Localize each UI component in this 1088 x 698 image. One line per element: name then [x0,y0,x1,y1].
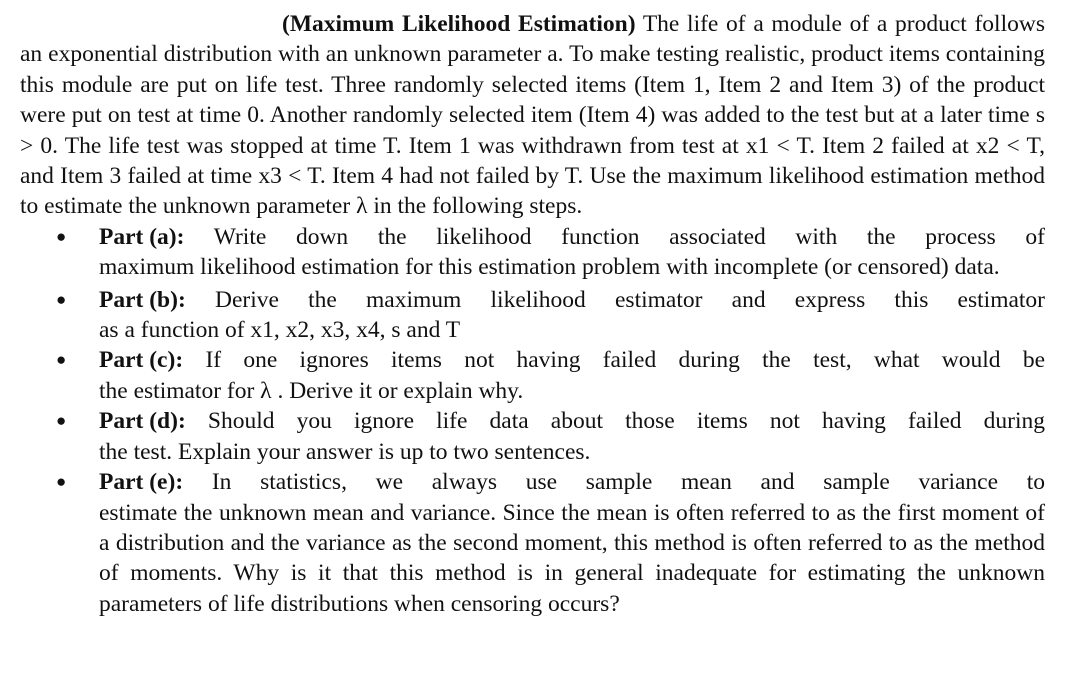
list-item-part-b [20,285,1045,346]
part-c-first-text: If one ignores items not having failed during the test, what would be [205,347,1046,374]
part-a-label: Part (a): [99,223,185,250]
part-b-first-text: Derive the maximum likelihood estimator and express this estimator [215,286,1046,313]
list-item-part-e [20,467,1045,619]
part-d-first-text: Should you ignore life data about those items not having failed during [207,408,1045,435]
part-e-text: estimate the unknown mean and variance. Since the mean is often referred to as the first moment of a distribution and the variance as the second moment, this method is often referred to as the method of moments. Why is it that this method is in general inadequate for estimating the unknown parameters of life distributions when censoring occurs? [99,499,1045,617]
part-c-first-line [99,345,1045,375]
part-d-label: Part (d): [99,408,186,435]
list-item-part-c [20,345,1045,406]
bullet-icon: ● [56,411,67,431]
part-c-text: the estimator for λ . Derive it or explain why. [99,377,524,404]
part-a-first-line [99,222,1045,252]
part-b-first-line [99,285,1045,315]
part-b-text: as a function of x1, x2, x3, x4, s and T [99,317,461,344]
part-d-first-line [99,406,1045,436]
part-a-first-text: Write down the likelihood function associated with the process of [213,223,1045,250]
part-c-label: Part (c): [99,347,184,374]
bullet-icon: ● [56,226,67,246]
part-d-text: the test. Explain your answer is up to two sentences. [99,438,591,465]
part-e-label: Part (e): [99,469,184,496]
parts-list [20,222,1045,619]
part-b-label: Part (b): [99,286,186,313]
problem-statement: The life of a module of a product follows an exponential distribution with an unknown parameter a. To make testing realistic, product items containing this module are put on life test. Three randomly selected items (Item 1, Item 2 and Item 3) of the product were put on test at time 0. Another randomly selected item (Item 4) was added to the test but at a later time s > 0. The life test was stopped at time T. Item 1 was withdrawn from test at x1 < T. Item 2 failed at x2 < T, and Item 3 failed at time x3 < T. Item 4 had not failed by T. Use the maximum likelihood estimation method to estimate the unknown parameter λ in the following steps. [20,11,1045,220]
problem-intro [20,9,1045,222]
bullet-icon: ● [56,350,67,370]
bullet-icon: ● [56,289,67,309]
problem-title: (Maximum Likelihood Estimation) [282,11,636,37]
part-e-first-line [99,467,1045,497]
bullet-icon: ● [56,472,67,492]
list-item-part-d [20,406,1045,467]
part-e-first-text: In statistics, we always use sample mean and sample variance to [211,469,1045,496]
problem-document [20,9,1045,619]
list-item-part-a [20,222,1045,283]
part-a-text: maximum likelihood estimation for this estimation problem with incomplete (or censored) data. [99,254,1000,281]
